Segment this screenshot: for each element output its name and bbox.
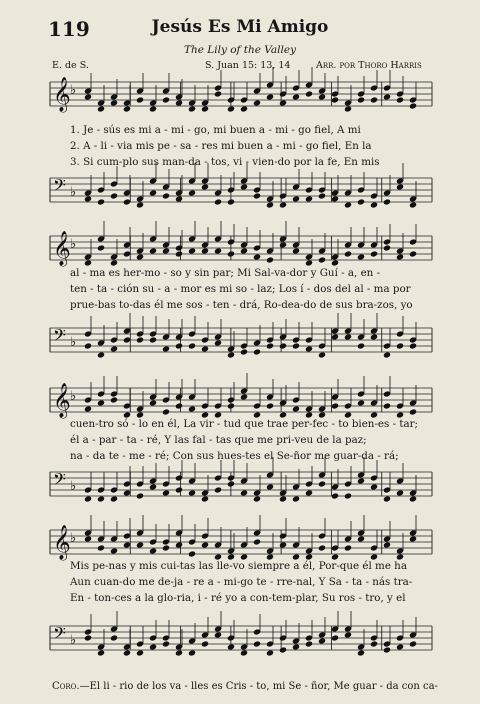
note-head bbox=[136, 492, 144, 499]
note-head bbox=[97, 544, 105, 551]
note-head bbox=[318, 480, 326, 487]
lyric-verse-3: prue-bas to-das él me sos - ten - drá, Ro-dea-do de sus bra-zos, yo bbox=[70, 299, 413, 311]
note-head bbox=[409, 535, 417, 542]
bass-staff-1 bbox=[0, 168, 480, 218]
lyric-verse-2: 2. A - li - via mis pe - sa - res mi buen a - mi - go fiel, En la bbox=[70, 140, 372, 152]
note-head bbox=[175, 402, 183, 409]
note-head bbox=[409, 250, 417, 257]
note-head bbox=[110, 547, 118, 554]
note-head bbox=[214, 486, 222, 493]
lyric-verse-3: En - ton-ces a la glo-ria, i - ré yo a con-tem-plar, Su ros - tro, y el bbox=[70, 592, 406, 604]
note-head bbox=[201, 495, 209, 502]
lyrics-system-2 bbox=[70, 265, 430, 313]
note-head bbox=[383, 244, 391, 251]
note-head bbox=[227, 480, 235, 487]
note-head bbox=[201, 247, 209, 254]
note-head bbox=[409, 201, 417, 208]
note-head bbox=[396, 253, 404, 260]
note-head bbox=[188, 189, 196, 196]
note-head bbox=[409, 640, 417, 647]
note-head bbox=[370, 96, 378, 103]
note-head bbox=[292, 247, 300, 254]
note-head bbox=[188, 489, 196, 496]
note-head bbox=[344, 544, 352, 551]
note-head bbox=[409, 495, 417, 502]
note-head bbox=[292, 495, 300, 502]
note-head bbox=[214, 631, 222, 638]
note-head bbox=[123, 250, 131, 257]
note-head bbox=[292, 342, 300, 349]
bass-staff-3 bbox=[0, 462, 480, 512]
note-head bbox=[84, 634, 92, 641]
bass-clef-icon: 𝄢 bbox=[53, 175, 66, 199]
note-head bbox=[188, 342, 196, 349]
note-head bbox=[188, 405, 196, 412]
note-head bbox=[188, 247, 196, 254]
note-head bbox=[84, 405, 92, 412]
note-head bbox=[396, 183, 404, 190]
treble-clef-icon: 𝄞 bbox=[53, 383, 71, 418]
note-head bbox=[266, 201, 274, 208]
note-head bbox=[201, 541, 209, 548]
note-head bbox=[318, 637, 326, 644]
note-head bbox=[201, 345, 209, 352]
note-head bbox=[383, 495, 391, 502]
lyric-verse-2: él a - par - ta - ré, Y las fal - tas que me pri-veu de la paz; bbox=[70, 434, 367, 446]
lyric-verse-3: na - da te - me - ré; Con sus hues-tes el Se-ñor me guar-da - rá; bbox=[70, 450, 399, 462]
lyric-verse-3: 3. Si cum-plo sus man-da - tos, vi - vien-do por la fe, En mis bbox=[70, 156, 380, 168]
note-head bbox=[396, 643, 404, 650]
note-head bbox=[370, 201, 378, 208]
note-head bbox=[123, 541, 131, 548]
note-head bbox=[175, 541, 183, 548]
chorus-line bbox=[52, 681, 438, 692]
note-head bbox=[97, 244, 105, 251]
note-head bbox=[292, 93, 300, 100]
note-head bbox=[409, 102, 417, 109]
note-head bbox=[279, 342, 287, 349]
flat-icon: ♭ bbox=[70, 185, 77, 200]
note-head bbox=[110, 345, 118, 352]
note-head bbox=[136, 649, 144, 656]
note-head bbox=[214, 339, 222, 346]
note-head bbox=[162, 247, 170, 254]
note-head bbox=[370, 640, 378, 647]
note-head bbox=[175, 250, 183, 257]
note-head bbox=[123, 336, 131, 343]
note-head bbox=[266, 402, 274, 409]
note-head bbox=[123, 105, 131, 112]
note-head bbox=[318, 351, 326, 358]
note-head bbox=[97, 495, 105, 502]
note-head bbox=[266, 93, 274, 100]
note-head bbox=[240, 183, 248, 190]
flat-icon: ♭ bbox=[70, 633, 77, 648]
note-head bbox=[253, 253, 261, 260]
note-head bbox=[305, 345, 313, 352]
note-head bbox=[357, 535, 365, 542]
note-head bbox=[344, 492, 352, 499]
note-head bbox=[162, 640, 170, 647]
note-head bbox=[318, 544, 326, 551]
note-head bbox=[149, 399, 157, 406]
note-head bbox=[357, 399, 365, 406]
lyrics-system-4 bbox=[70, 558, 430, 606]
note-head bbox=[357, 96, 365, 103]
note-head bbox=[253, 538, 261, 545]
note-head bbox=[383, 351, 391, 358]
note-head bbox=[383, 402, 391, 409]
lyrics-system-1 bbox=[70, 122, 430, 170]
note-head bbox=[370, 250, 378, 257]
hymn-title: Jesús Es Mi Amigo bbox=[151, 17, 329, 37]
note-head bbox=[279, 201, 287, 208]
note-head bbox=[136, 253, 144, 260]
note-head bbox=[344, 201, 352, 208]
bass-staff-2 bbox=[0, 318, 480, 368]
note-head bbox=[344, 631, 352, 638]
note-head bbox=[227, 250, 235, 257]
note-head bbox=[344, 105, 352, 112]
note-head bbox=[149, 189, 157, 196]
lyric-verse-2: Aun cuan-do me de-ja - re a - mi-go te - rre-nal, Y Sa - ta - nás tra- bbox=[70, 576, 413, 588]
note-head bbox=[227, 402, 235, 409]
note-head bbox=[175, 99, 183, 106]
note-head bbox=[253, 495, 261, 502]
note-head bbox=[201, 640, 209, 647]
note-head bbox=[188, 550, 196, 557]
note-head bbox=[84, 195, 92, 202]
note-head bbox=[162, 544, 170, 551]
note-head bbox=[240, 105, 248, 112]
note-head bbox=[136, 541, 144, 548]
flat-icon: ♭ bbox=[70, 237, 77, 252]
note-head bbox=[396, 96, 404, 103]
note-head bbox=[136, 201, 144, 208]
note-head bbox=[214, 198, 222, 205]
note-head bbox=[188, 649, 196, 656]
note-head bbox=[227, 351, 235, 358]
bass-staff-4 bbox=[0, 616, 480, 666]
note-head bbox=[331, 195, 339, 202]
note-head bbox=[110, 99, 118, 106]
note-head bbox=[331, 402, 339, 409]
hymn-number: 119 bbox=[48, 17, 90, 41]
note-head bbox=[149, 105, 157, 112]
note-head bbox=[318, 192, 326, 199]
note-head bbox=[292, 405, 300, 412]
note-head bbox=[84, 495, 92, 502]
note-head bbox=[383, 646, 391, 653]
note-head bbox=[331, 492, 339, 499]
lyric-verse-1: Mis pe-nas y mis cui-tas las lle-vo siempre a él, Por-que él me ha bbox=[70, 560, 407, 572]
bass-clef-icon: 𝄢 bbox=[53, 469, 66, 493]
note-head bbox=[123, 489, 131, 496]
note-head bbox=[266, 256, 274, 263]
note-head bbox=[318, 256, 326, 263]
note-head bbox=[97, 351, 105, 358]
note-head bbox=[331, 96, 339, 103]
note-head bbox=[240, 247, 248, 254]
note-head bbox=[331, 634, 339, 641]
bass-clef-icon: 𝄢 bbox=[53, 325, 66, 349]
note-head bbox=[292, 195, 300, 202]
note-head bbox=[279, 646, 287, 653]
note-head bbox=[279, 241, 287, 248]
tune-name: The Lily of the Valley bbox=[183, 44, 297, 56]
note-head bbox=[162, 489, 170, 496]
note-head bbox=[383, 93, 391, 100]
note-head bbox=[240, 489, 248, 496]
flat-icon: ♭ bbox=[70, 531, 77, 546]
note-head bbox=[305, 90, 313, 97]
note-head bbox=[97, 399, 105, 406]
note-head bbox=[97, 105, 105, 112]
note-head bbox=[305, 640, 313, 647]
note-head bbox=[279, 495, 287, 502]
note-head bbox=[188, 105, 196, 112]
note-head bbox=[357, 198, 365, 205]
note-head bbox=[344, 333, 352, 340]
treble-clef-icon: 𝄞 bbox=[53, 525, 71, 560]
note-head bbox=[357, 253, 365, 260]
note-head bbox=[305, 195, 313, 202]
note-head bbox=[149, 336, 157, 343]
note-head bbox=[136, 96, 144, 103]
note-head bbox=[149, 247, 157, 254]
treble-staff-1 bbox=[0, 72, 480, 122]
scripture-reference: S. Juan 15: 13, 14 bbox=[205, 60, 291, 71]
note-head bbox=[266, 483, 274, 490]
note-head bbox=[201, 183, 209, 190]
note-head bbox=[266, 342, 274, 349]
flat-icon: ♭ bbox=[70, 335, 77, 350]
note-head bbox=[253, 348, 261, 355]
note-head bbox=[175, 649, 183, 656]
note-head bbox=[97, 649, 105, 656]
note-head bbox=[331, 333, 339, 340]
treble-clef-icon: 𝄞 bbox=[53, 77, 71, 112]
note-head bbox=[253, 192, 261, 199]
note-head bbox=[84, 535, 92, 542]
note-head bbox=[227, 643, 235, 650]
note-head bbox=[149, 547, 157, 554]
note-head bbox=[383, 198, 391, 205]
note-head bbox=[240, 649, 248, 656]
bass-clef-icon: 𝄢 bbox=[53, 623, 66, 647]
note-head bbox=[279, 99, 287, 106]
note-head bbox=[110, 396, 118, 403]
note-head bbox=[84, 342, 92, 349]
lyric-verse-1: 1. Je - sús es mi a - mi - go, mi buen a - mi - go fiel, A mi bbox=[70, 124, 361, 136]
lyric-verse-2: ten - ta - ción su - a - mor es mi so - laz; Los í - dos del al - ma por bbox=[70, 283, 411, 295]
note-head bbox=[279, 541, 287, 548]
note-head bbox=[266, 649, 274, 656]
note-head bbox=[175, 195, 183, 202]
note-head bbox=[357, 649, 365, 656]
note-head bbox=[305, 489, 313, 496]
note-head bbox=[110, 495, 118, 502]
note-head bbox=[409, 408, 417, 415]
note-head bbox=[240, 393, 248, 400]
note-head bbox=[240, 348, 248, 355]
note-head bbox=[357, 477, 365, 484]
flat-icon: ♭ bbox=[70, 83, 77, 98]
note-head bbox=[136, 336, 144, 343]
note-head bbox=[162, 192, 170, 199]
note-head bbox=[149, 643, 157, 650]
note-head bbox=[214, 90, 222, 97]
flat-icon: ♭ bbox=[70, 389, 77, 404]
note-head bbox=[110, 192, 118, 199]
note-head bbox=[396, 342, 404, 349]
note-head bbox=[370, 483, 378, 490]
note-head bbox=[253, 640, 261, 647]
note-head bbox=[97, 198, 105, 205]
note-head bbox=[227, 105, 235, 112]
note-head bbox=[370, 333, 378, 340]
note-head bbox=[175, 486, 183, 493]
note-head bbox=[383, 541, 391, 548]
note-head bbox=[162, 345, 170, 352]
note-head bbox=[110, 634, 118, 641]
note-head bbox=[357, 342, 365, 349]
flat-icon: ♭ bbox=[70, 479, 77, 494]
note-head bbox=[318, 93, 326, 100]
note-head bbox=[292, 643, 300, 650]
treble-clef-icon: 𝄞 bbox=[53, 231, 71, 266]
chorus-text: —El li - rio de los va - lles es Cris - to, mi Se - ñor, Me guar - da con ca- bbox=[79, 681, 438, 692]
note-head bbox=[84, 93, 92, 100]
note-head bbox=[227, 198, 235, 205]
lyric-verse-1: al - ma es her-mo - so y sin par; Mi Sal-va-dor y Guí - a, en - bbox=[70, 267, 381, 279]
note-head bbox=[162, 96, 170, 103]
note-head bbox=[123, 649, 131, 656]
note-head bbox=[344, 250, 352, 257]
note-head bbox=[123, 198, 131, 205]
lyric-verse-1: cuen-tro só - lo en él, La vir - tud que trae per-fec - to bien-es - tar; bbox=[70, 418, 418, 430]
note-head bbox=[162, 408, 170, 415]
chorus-label: Coro. bbox=[52, 681, 80, 692]
meter-label: E. de S. bbox=[52, 60, 89, 71]
note-head bbox=[214, 247, 222, 254]
note-head bbox=[201, 105, 209, 112]
lyrics-system-3 bbox=[70, 416, 430, 464]
note-head bbox=[149, 483, 157, 490]
note-head bbox=[409, 342, 417, 349]
note-head bbox=[253, 99, 261, 106]
arranger-credit: Arr. por Thoro Harris bbox=[316, 60, 422, 71]
note-head bbox=[396, 489, 404, 496]
note-head bbox=[175, 342, 183, 349]
